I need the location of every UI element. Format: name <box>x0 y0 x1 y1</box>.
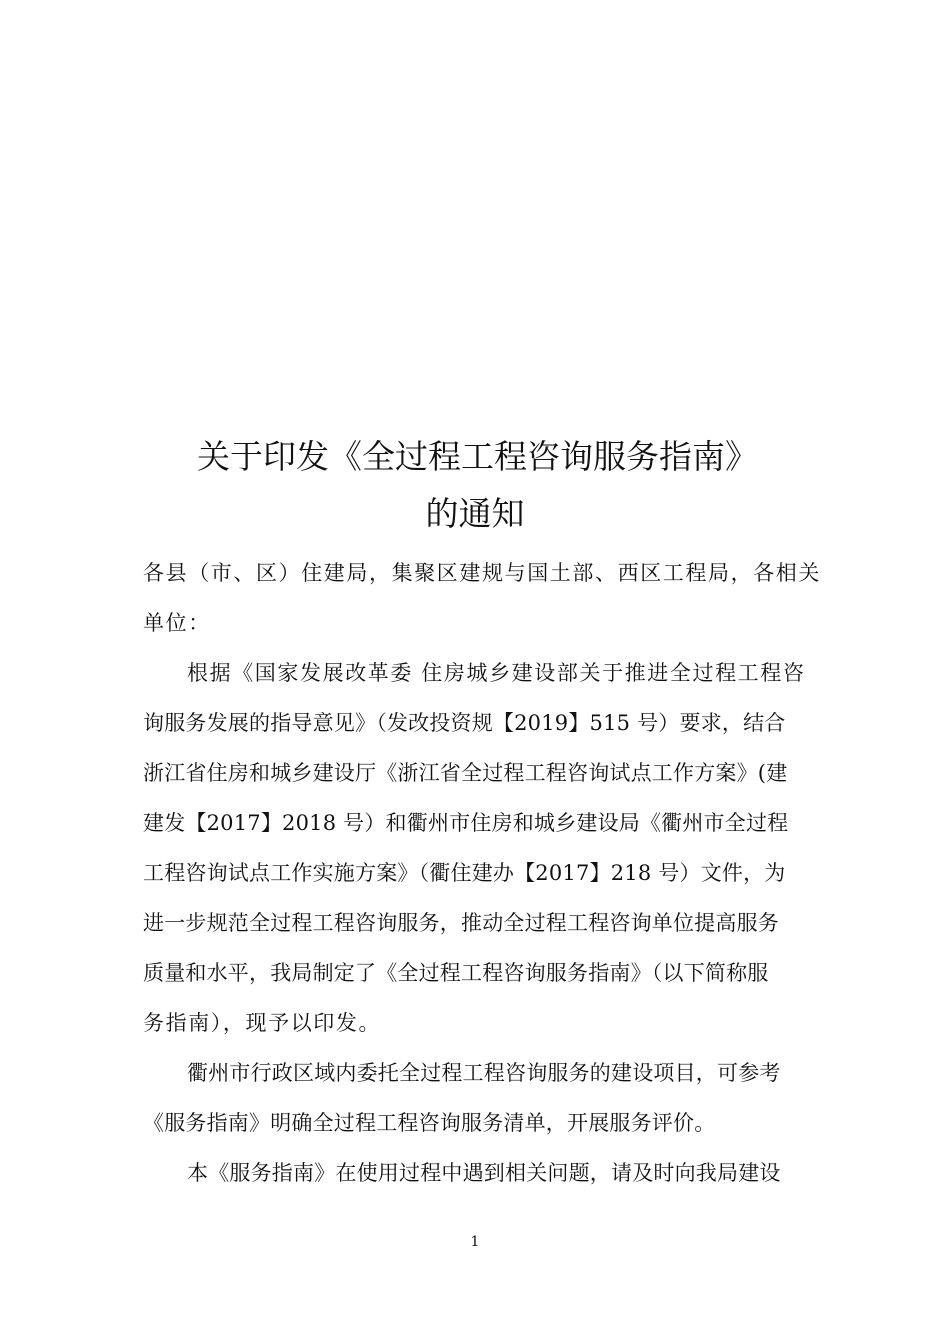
paragraph-1-line-4: 建发【2017】2018 号）和衢州市住房和城乡建设局《衢州市全过程 <box>143 811 789 835</box>
paragraph-1-line-8: 务指南），现予以印发。 <box>143 1011 382 1035</box>
paragraph-1-line-2: 询服务发展的指导意见》（发改投资规【2019】515 号）要求，结合 <box>143 711 786 735</box>
paragraph-1-line-5: 工程咨询试点工作实施方案》（衢住建办【2017】218 号）文件，为 <box>143 861 786 885</box>
paragraph-2-line-2: 《服务指南》明确全过程工程咨询服务清单，开展服务评价。 <box>143 1111 716 1135</box>
title-line-1: 关于印发《全过程工程咨询服务指南》 <box>197 437 758 476</box>
page-number: 1 <box>470 1234 480 1250</box>
document-title <box>0 432 950 539</box>
addressee-line-2: 单位： <box>143 611 211 635</box>
title-line-2: 的通知 <box>425 494 525 533</box>
paragraph-3-line-1: 本《服务指南》在使用过程中遇到相关问题，请及时向我局建设 <box>187 1161 781 1185</box>
paragraph-1-line-1: 根据《国家发展改革委 住房城乡建设部关于推进全过程工程咨 <box>187 661 806 685</box>
paragraph-1-line-3: 浙江省住房和城乡建设厅《浙江省全过程工程咨询试点工作方案》(建 <box>143 761 788 785</box>
paragraph-1-line-6: 进一步规范全过程工程咨询服务，推动全过程工程咨询单位提高服务 <box>143 911 779 935</box>
paragraph-2-line-1: 衢州市行政区域内委托全过程工程咨询服务的建设项目，可参考 <box>187 1061 781 1085</box>
document-body <box>143 548 833 1198</box>
addressee-line-1: 各县（市、区）住建局，集聚区建规与国土部、西区工程局，各相关 <box>143 561 821 585</box>
paragraph-1-line-7: 质量和水平，我局制定了《全过程工程咨询服务指南》（以下简称服 <box>143 961 769 985</box>
